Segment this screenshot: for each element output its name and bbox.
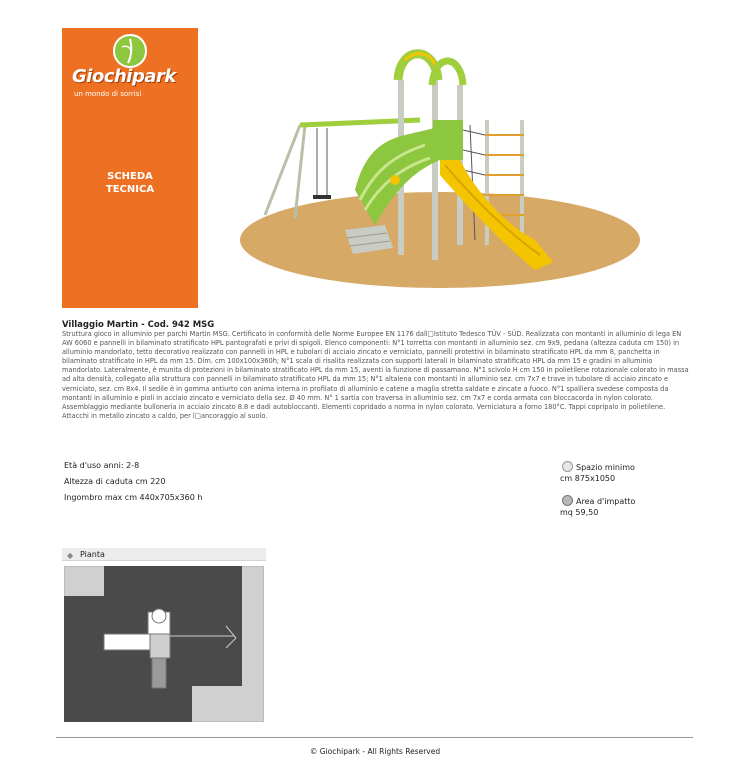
product-description: Struttura gioco in alluminio per parchi Martin MSG. Certificato in conformità delle Norme Europee EN 1176 dall□Istituto Tedesco TÜV - SÜD. Realizzata con montanti in alluminio di lega EN AW 6060 e pannelli in bilaminato stratificato HPL pantografati e privi di spigoli. Elenco componenti: N°1 torretta con montanti in alluminio sez. cm 9x9, pedana (altezza caduta cm 150) in alluminio mandorlato, tetto decorativo realizzato con pannelli in HPL e tubolari di acciaio zincato e verniciato, pannelli protettivi in bilaminato stratificato HPL da mm 8, panchetta in bilaminato stratificato in HPL da mm 15. Dim. cm 100x100x360h; N°1 scala di risalita realizzata con supporti laterali in bilaminato stratificato HPL da mm 15 e gradini in alluminio mandorlato. Lateralmente, è munita di protezioni in bilaminato stratificato HPL da mm 15, aventi la funzione di passamano. N°1 scivolo H cm 150 in polietilene rotazionale colorato in massa ad alta densità, collegato alla struttura con pannelli in bilaminato stratificato HPL da mm 15; N°1 altalena con montanti in alluminio sez. cm 7x7 e trave in tubolare di acciaio zincato e verniciato, sez. cm 8x4. Il sedile è in gomma antiurto con anima interna in profilato di alluminio e catene a maglia stretta saldate e zincate a fuoco. N°1 spalliera svedese composta da montanti in alluminio e pioli in acciaio zincato e verniciato della sez. Ø 40 mm. N° 1 sartia con traversa in alluminio sez. cm 7x7 e corda armata con bloccacorda in nylon colorato. Assemblaggio mediante bulloneria in acciaio zincato 8.8 e dadi autobloccanti. Elementi copridado a norma in nylon colorato. Verniciatura a forno 180°C. Tappi copripalo in polietilene. Attacchi in metallo zincato a caldo, per l□ancoraggio al suolo. <box>62 330 689 420</box>
spec-overall-size: Ingombro max cm 440x705x360 h <box>64 493 203 502</box>
footer-copyright: © Giochipark - All Rights Reserved <box>309 747 441 756</box>
sheet-label <box>62 170 198 196</box>
specs-list <box>64 458 202 506</box>
min-space-label: Spazio minimo <box>576 463 635 472</box>
legend-min-space <box>560 460 635 484</box>
min-space-dot-icon <box>562 461 573 472</box>
sheet-label-line2: TECNICA <box>105 184 155 195</box>
plan-drawing <box>64 566 264 722</box>
impact-area-value: mq 59,50 <box>560 508 599 517</box>
expand-diamond-icon: ◆ <box>67 551 74 560</box>
product-illustration <box>235 40 655 300</box>
plan-title: Pianta <box>80 550 105 559</box>
spec-age: Età d'uso anni: 2-8 <box>64 461 140 470</box>
logo-leaf-icon <box>112 33 148 69</box>
impact-area-label: Area d'impatto <box>576 497 636 506</box>
brand-panel <box>62 28 198 308</box>
footer-divider <box>56 737 693 738</box>
brand-tagline: un mondo di sorrisi <box>74 90 142 98</box>
spec-fall-height: Altezza di caduta cm 220 <box>64 477 166 486</box>
plan-header[interactable] <box>62 548 266 561</box>
min-space-value: cm 875x1050 <box>560 474 616 483</box>
impact-area-dot-icon <box>562 495 573 506</box>
plan-box <box>62 548 266 724</box>
sheet-label-line1: SCHEDA <box>107 171 153 182</box>
legend-impact-area <box>560 494 635 518</box>
product-title: Villaggio Martin - Cod. 942 MSG <box>62 320 215 330</box>
legend <box>560 460 635 528</box>
brand-logo: Giochipark <box>72 66 176 87</box>
